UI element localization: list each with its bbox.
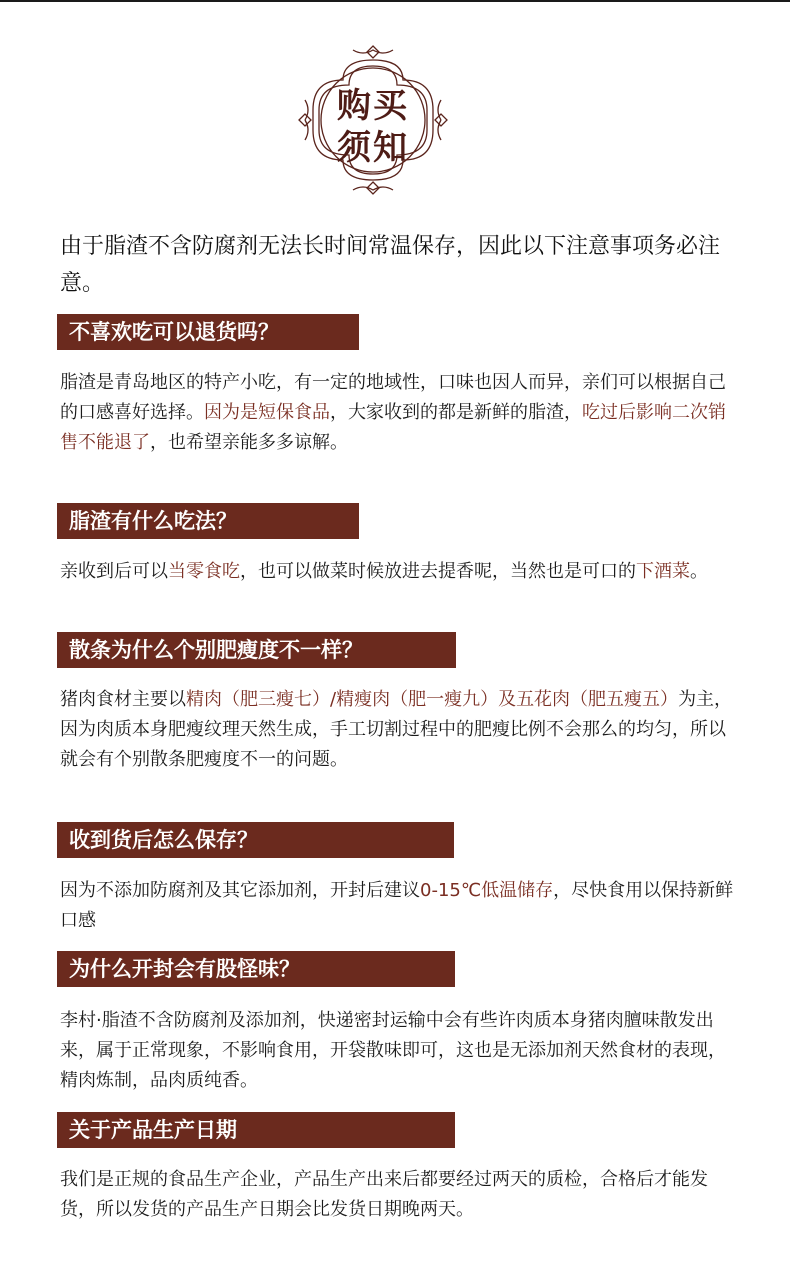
section-title-odor: 为什么开封会有股怪味？	[57, 951, 455, 987]
highlight-text: 下酒菜	[636, 561, 690, 582]
section-title-storage: 收到货后怎么保存？	[57, 822, 454, 858]
text-span: ，也希望亲能多多谅解。	[150, 432, 348, 453]
text-span: ，也可以做菜时候放进去提香呢，当然也是可口的	[240, 561, 636, 582]
text-span: 。	[690, 561, 708, 582]
text-span: ，大家收到的都是新鲜的脂渣，	[330, 402, 582, 423]
section-body-odor: 李村·脂渣不含防腐剂及添加剂，快递密封运输中会有些许肉质本身猪肉膻味散发出来，属于正常现象，不影响食用，开袋散味即可，这也是无添加剂天然食材的表现，精肉炼制，品肉质纯香。	[60, 1010, 726, 1091]
highlight-text: 精肉（肥三瘦七）/精瘦肉（肥一瘦九）及五花肉（肥五瘦五）	[186, 689, 679, 710]
purchase-notice-emblem	[293, 40, 453, 200]
section-body-eating	[60, 557, 740, 587]
section-title-eating: 脂渣有什么吃法？	[57, 503, 359, 539]
highlight-text: 当零食吃	[168, 561, 240, 582]
section-title-return: 不喜欢吃可以退货吗？	[57, 314, 359, 350]
text-span: 亲收到后可以	[60, 561, 168, 582]
text-span: 因为不添加防腐剂及其它添加剂，开封后建议	[60, 880, 420, 901]
highlight-text: 吃过后影响二次销售不能退了	[60, 402, 726, 453]
text-span: 为主，因为肉质本身肥瘦纹理天然生成，手工切割过程中的肥瘦比例不会那么的均匀，所以就会有个别散条肥瘦度不一的问题。	[60, 689, 733, 770]
section-body-production-date: 我们是正规的食品生产企业，产品生产出来后都要经过两天的质检，合格后才能发货，所以发货的产品生产日期会比发货日期晚两天。	[60, 1169, 708, 1220]
section-title-fat-ratio: 散条为什么个别肥瘦度不一样？	[57, 632, 456, 668]
intro-paragraph: 由于脂渣不含防腐剂无法长时间常温保存，因此以下注意事项务必注意。	[60, 234, 721, 296]
text-span: 脂渣是青岛地区的特产小吃，有一定的地域性，口味也因人而异，亲们可以根据自己的口感喜好选择。	[60, 372, 726, 423]
highlight-text: 0-15℃低温储存	[420, 880, 554, 901]
emblem-title-line1: 购买	[337, 86, 409, 126]
highlight-text: 因为是短保食品	[204, 402, 330, 423]
text-span: ，尽快食用以保持新鲜口感	[60, 880, 734, 931]
text-span: 猪肉食材主要以	[60, 689, 186, 710]
top-divider	[0, 0, 790, 2]
emblem-title-line2: 须知	[337, 128, 409, 168]
section-body-fat-ratio	[60, 685, 740, 775]
section-title-production-date: 关于产品生产日期	[57, 1112, 455, 1148]
section-body-return	[60, 368, 740, 458]
section-body-storage	[60, 876, 740, 936]
